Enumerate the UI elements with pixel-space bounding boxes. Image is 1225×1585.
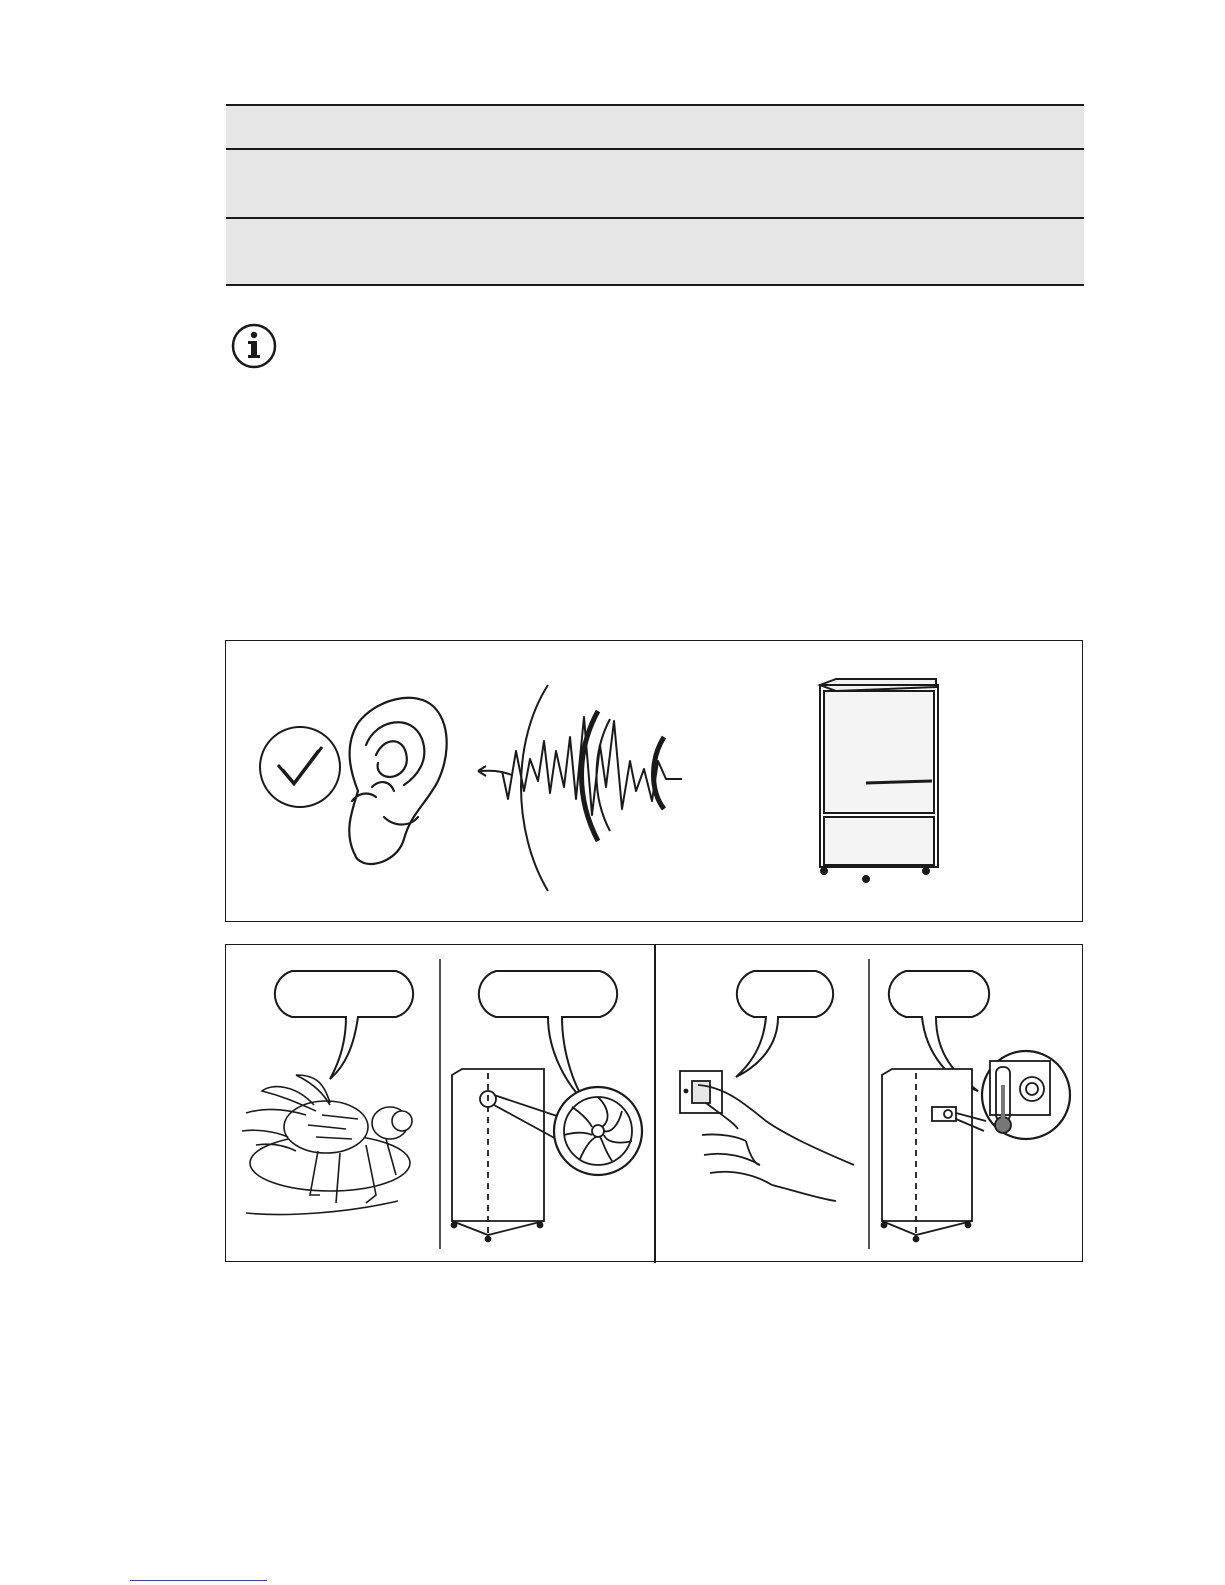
fly-icon — [242, 1075, 412, 1215]
ear-icon — [349, 698, 446, 864]
noise-sources-illustration — [225, 944, 1083, 1262]
hand-switch-icon — [680, 1071, 854, 1201]
info-table — [226, 104, 1084, 286]
fridge-icon — [820, 679, 938, 882]
footer-link-underline — [130, 1580, 267, 1581]
info-icon — [230, 322, 278, 370]
table-row — [226, 104, 1084, 148]
sound-arrow-icon — [478, 766, 512, 776]
noise-illustration — [225, 640, 1083, 922]
table-row — [226, 217, 1084, 286]
speech-bubble — [275, 971, 413, 1079]
sound-wave-icon — [502, 685, 682, 891]
speech-bubble — [736, 971, 833, 1077]
table-row — [226, 148, 1084, 217]
fridge-fan-icon — [452, 1069, 643, 1242]
fridge-thermostat-icon — [882, 1051, 1071, 1242]
check-circle-icon — [260, 727, 340, 807]
